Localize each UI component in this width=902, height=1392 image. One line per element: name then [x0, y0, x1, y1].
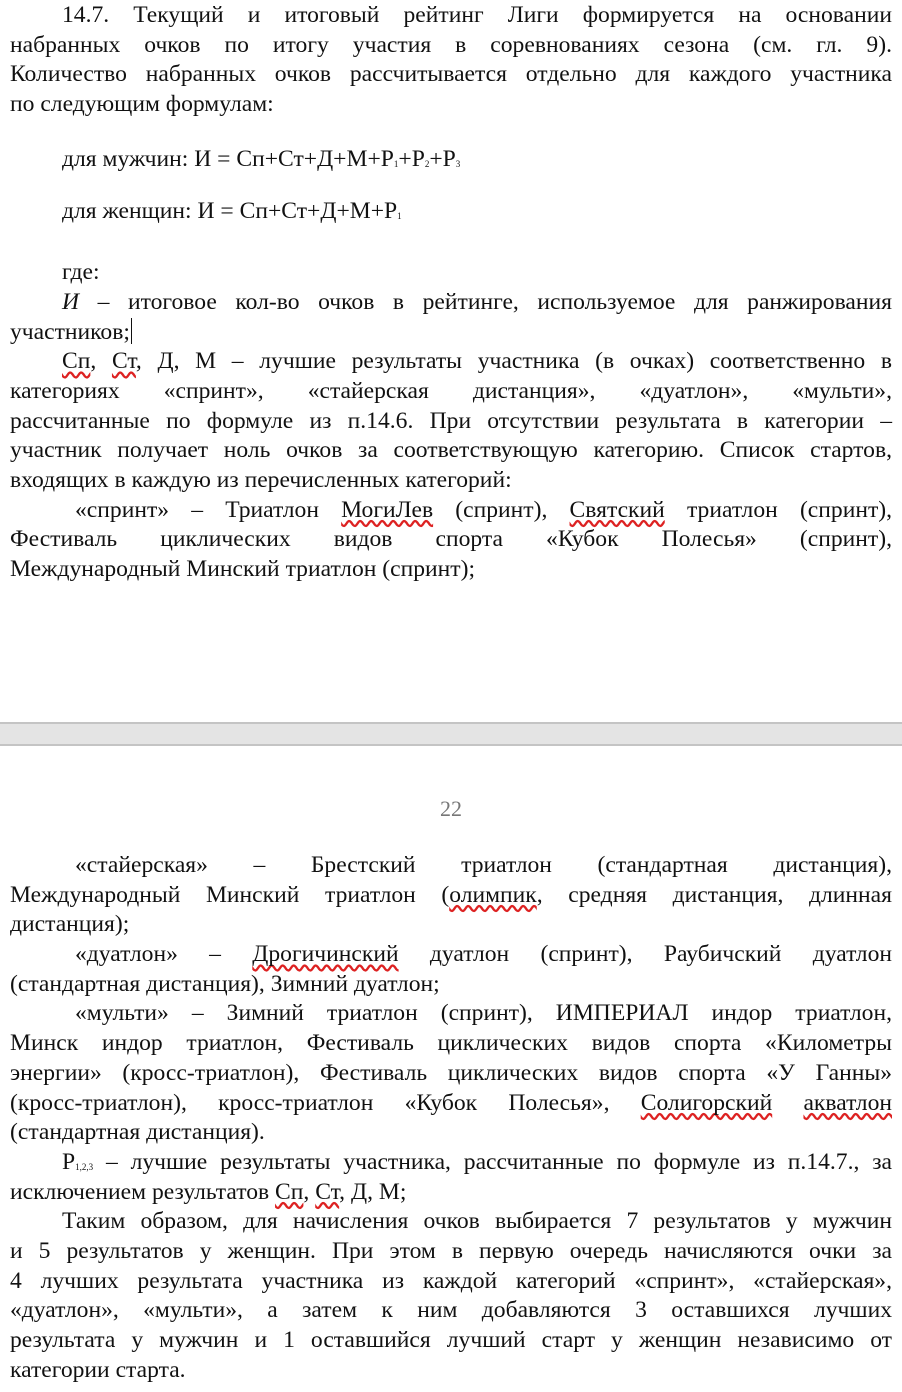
subscript: 2	[424, 158, 430, 169]
paragraph	[10, 940, 892, 999]
text-line: Минск индор триатлон, Фестиваль циклических видов спорта «Километры	[10, 1030, 892, 1057]
text-cursor	[131, 318, 133, 344]
spellcheck-flagged-word[interactable]: акватлон	[803, 1089, 892, 1116]
text-line	[10, 197, 892, 227]
text-line: рассчитанные по формуле из п.14.6. При отсутствии результата в категории –	[10, 407, 892, 434]
page-break-gap	[0, 722, 902, 746]
paragraph	[10, 851, 892, 940]
paragraph	[10, 1, 892, 120]
spellcheck-flagged-word[interactable]: Дрогичинский	[252, 941, 399, 968]
text-run: Международный Минский триатлон (	[10, 881, 450, 908]
text-line: «мульти» – Зимний триатлон (спринт), ИМПЕРИАЛ индор триатлон,	[75, 1000, 892, 1027]
paragraph	[10, 197, 892, 227]
text-run	[772, 1090, 803, 1116]
text-run: (спринт),	[433, 496, 570, 523]
text-run: – лучшие результаты участника, рассчитанные по формуле из п.14.7., за	[93, 1148, 892, 1175]
text-line: Количество набранных очков рассчитывается отдельно для каждого участника	[10, 61, 892, 88]
paragraph	[10, 288, 892, 347]
subscript: 1,2,3	[75, 1161, 94, 1172]
text-line: (стандартная дистанция).	[10, 1119, 265, 1146]
text-run: , Д, М – лучшие результаты участника (в очках) соответственно в	[135, 348, 893, 375]
paragraph	[10, 496, 892, 585]
paragraph	[10, 1207, 892, 1385]
text-line: входящих в каждую из перечисленных категорий:	[10, 466, 512, 493]
text-line: энергии» (кросс-триатлон), Фестиваль циклических видов спорта «У Ганны»	[10, 1059, 892, 1086]
text-run: И	[62, 288, 80, 315]
spellcheck-flagged-word[interactable]: Ст	[315, 1178, 340, 1205]
text-run: участников;	[10, 318, 130, 345]
text-line	[10, 288, 892, 318]
text-run: +Р	[398, 145, 425, 172]
text-line	[10, 1148, 892, 1178]
text-run: , средняя дистанция, длинная	[536, 881, 892, 908]
spellcheck-flagged-word[interactable]: МогиЛев	[341, 496, 434, 523]
spellcheck-flagged-word[interactable]: Сп	[275, 1178, 304, 1205]
text-line	[10, 881, 892, 911]
text-run: +Р	[429, 145, 456, 172]
page-number: 22	[440, 796, 462, 821]
text-line	[10, 496, 892, 526]
paragraph	[10, 145, 892, 175]
spellcheck-flagged-word[interactable]: Сп	[62, 348, 91, 375]
paragraph	[10, 347, 892, 495]
subscript: 1	[397, 211, 402, 222]
text-line: «стайерская» – Брестский триатлон (стандартная дистанция),	[75, 852, 892, 878]
text-line: где:	[62, 259, 100, 286]
paragraph	[10, 258, 892, 288]
text-line: по следующим формулам:	[10, 91, 274, 118]
text-line: «дуатлон», «мульти», а затем к ним добавляются 3 оставшихся лучших	[10, 1297, 892, 1324]
text-run: «дуатлон» –	[75, 941, 253, 968]
text-run: для женщин: И = Сп+Ст+Д+М+Р	[62, 198, 398, 225]
text-run: , Д, М;	[339, 1178, 407, 1205]
text-line: 4 лучших результата участника из каждой категорий «спринт», «стайерская»,	[10, 1267, 892, 1294]
text-line	[10, 347, 892, 377]
subscript: 3	[455, 158, 461, 169]
text-line: Таким образом, для начисления очков выбирается 7 результатов у мужчин	[62, 1208, 892, 1235]
text-run: исключением результатов	[10, 1178, 276, 1205]
text-line: категории старта.	[10, 1356, 186, 1383]
paragraph	[10, 999, 892, 1147]
text-line: дистанция);	[10, 911, 130, 938]
text-run: ,	[303, 1178, 316, 1205]
text-line: набранных очков по итогу участия в соревнованиях сезона (см. гл. 9).	[10, 31, 892, 58]
page-2-text[interactable]	[10, 851, 892, 1385]
text-run: (кросс-триатлон), кросс-триатлон «Кубок Полесья»,	[10, 1089, 641, 1116]
document-page-2[interactable]	[0, 746, 902, 1392]
text-line: (стандартная дистанция), Зимний дуатлон;	[10, 970, 440, 997]
text-line: и 5 результатов у женщин. При этом в первую очередь начисляются очки за	[10, 1237, 892, 1264]
text-line	[10, 1089, 892, 1119]
spellcheck-flagged-word[interactable]: Солигорский	[640, 1089, 773, 1116]
text-run: – итоговое кол-во очков в рейтинге, используемое для ранжирования	[79, 288, 892, 315]
text-line: Фестиваль циклических видов спорта «Кубок Полесья» (спринт),	[10, 526, 892, 553]
text-run: «спринт» – Триатлон	[75, 496, 342, 523]
text-run: ,	[90, 348, 112, 375]
text-line: категориях «спринт», «стайерская дистанция», «дуатлон», «мульти»,	[10, 377, 892, 404]
text-line	[10, 318, 892, 348]
text-line: Международный Минский триатлон (спринт);	[10, 556, 476, 582]
subscript: 1	[393, 158, 399, 169]
spellcheck-flagged-word[interactable]: Ст	[111, 348, 136, 375]
spellcheck-flagged-word[interactable]: Святский	[569, 496, 665, 523]
text-line	[10, 145, 892, 175]
page-1-text[interactable]	[10, 1, 892, 585]
text-line: участник получает ноль очков за соответствующую категорию. Список стартов,	[10, 437, 892, 464]
text-line	[10, 940, 892, 970]
text-run: для мужчин: И = Сп+Ст+Д+М+Р	[62, 145, 394, 172]
paragraph	[10, 1148, 892, 1207]
text-line: результата у мужчин и 1 оставшийся лучший старт у женщин независимо от	[10, 1327, 892, 1353]
text-line	[10, 1178, 892, 1208]
spellcheck-flagged-word[interactable]: олимпик	[449, 881, 537, 908]
text-run: триатлон (спринт),	[664, 496, 893, 523]
text-run: Р	[62, 1148, 76, 1175]
text-line: 14.7. Текущий и итоговый рейтинг Лиги формируется на основании	[62, 2, 892, 28]
text-run: дуатлон (спринт), Раубичский дуатлон	[398, 941, 892, 968]
